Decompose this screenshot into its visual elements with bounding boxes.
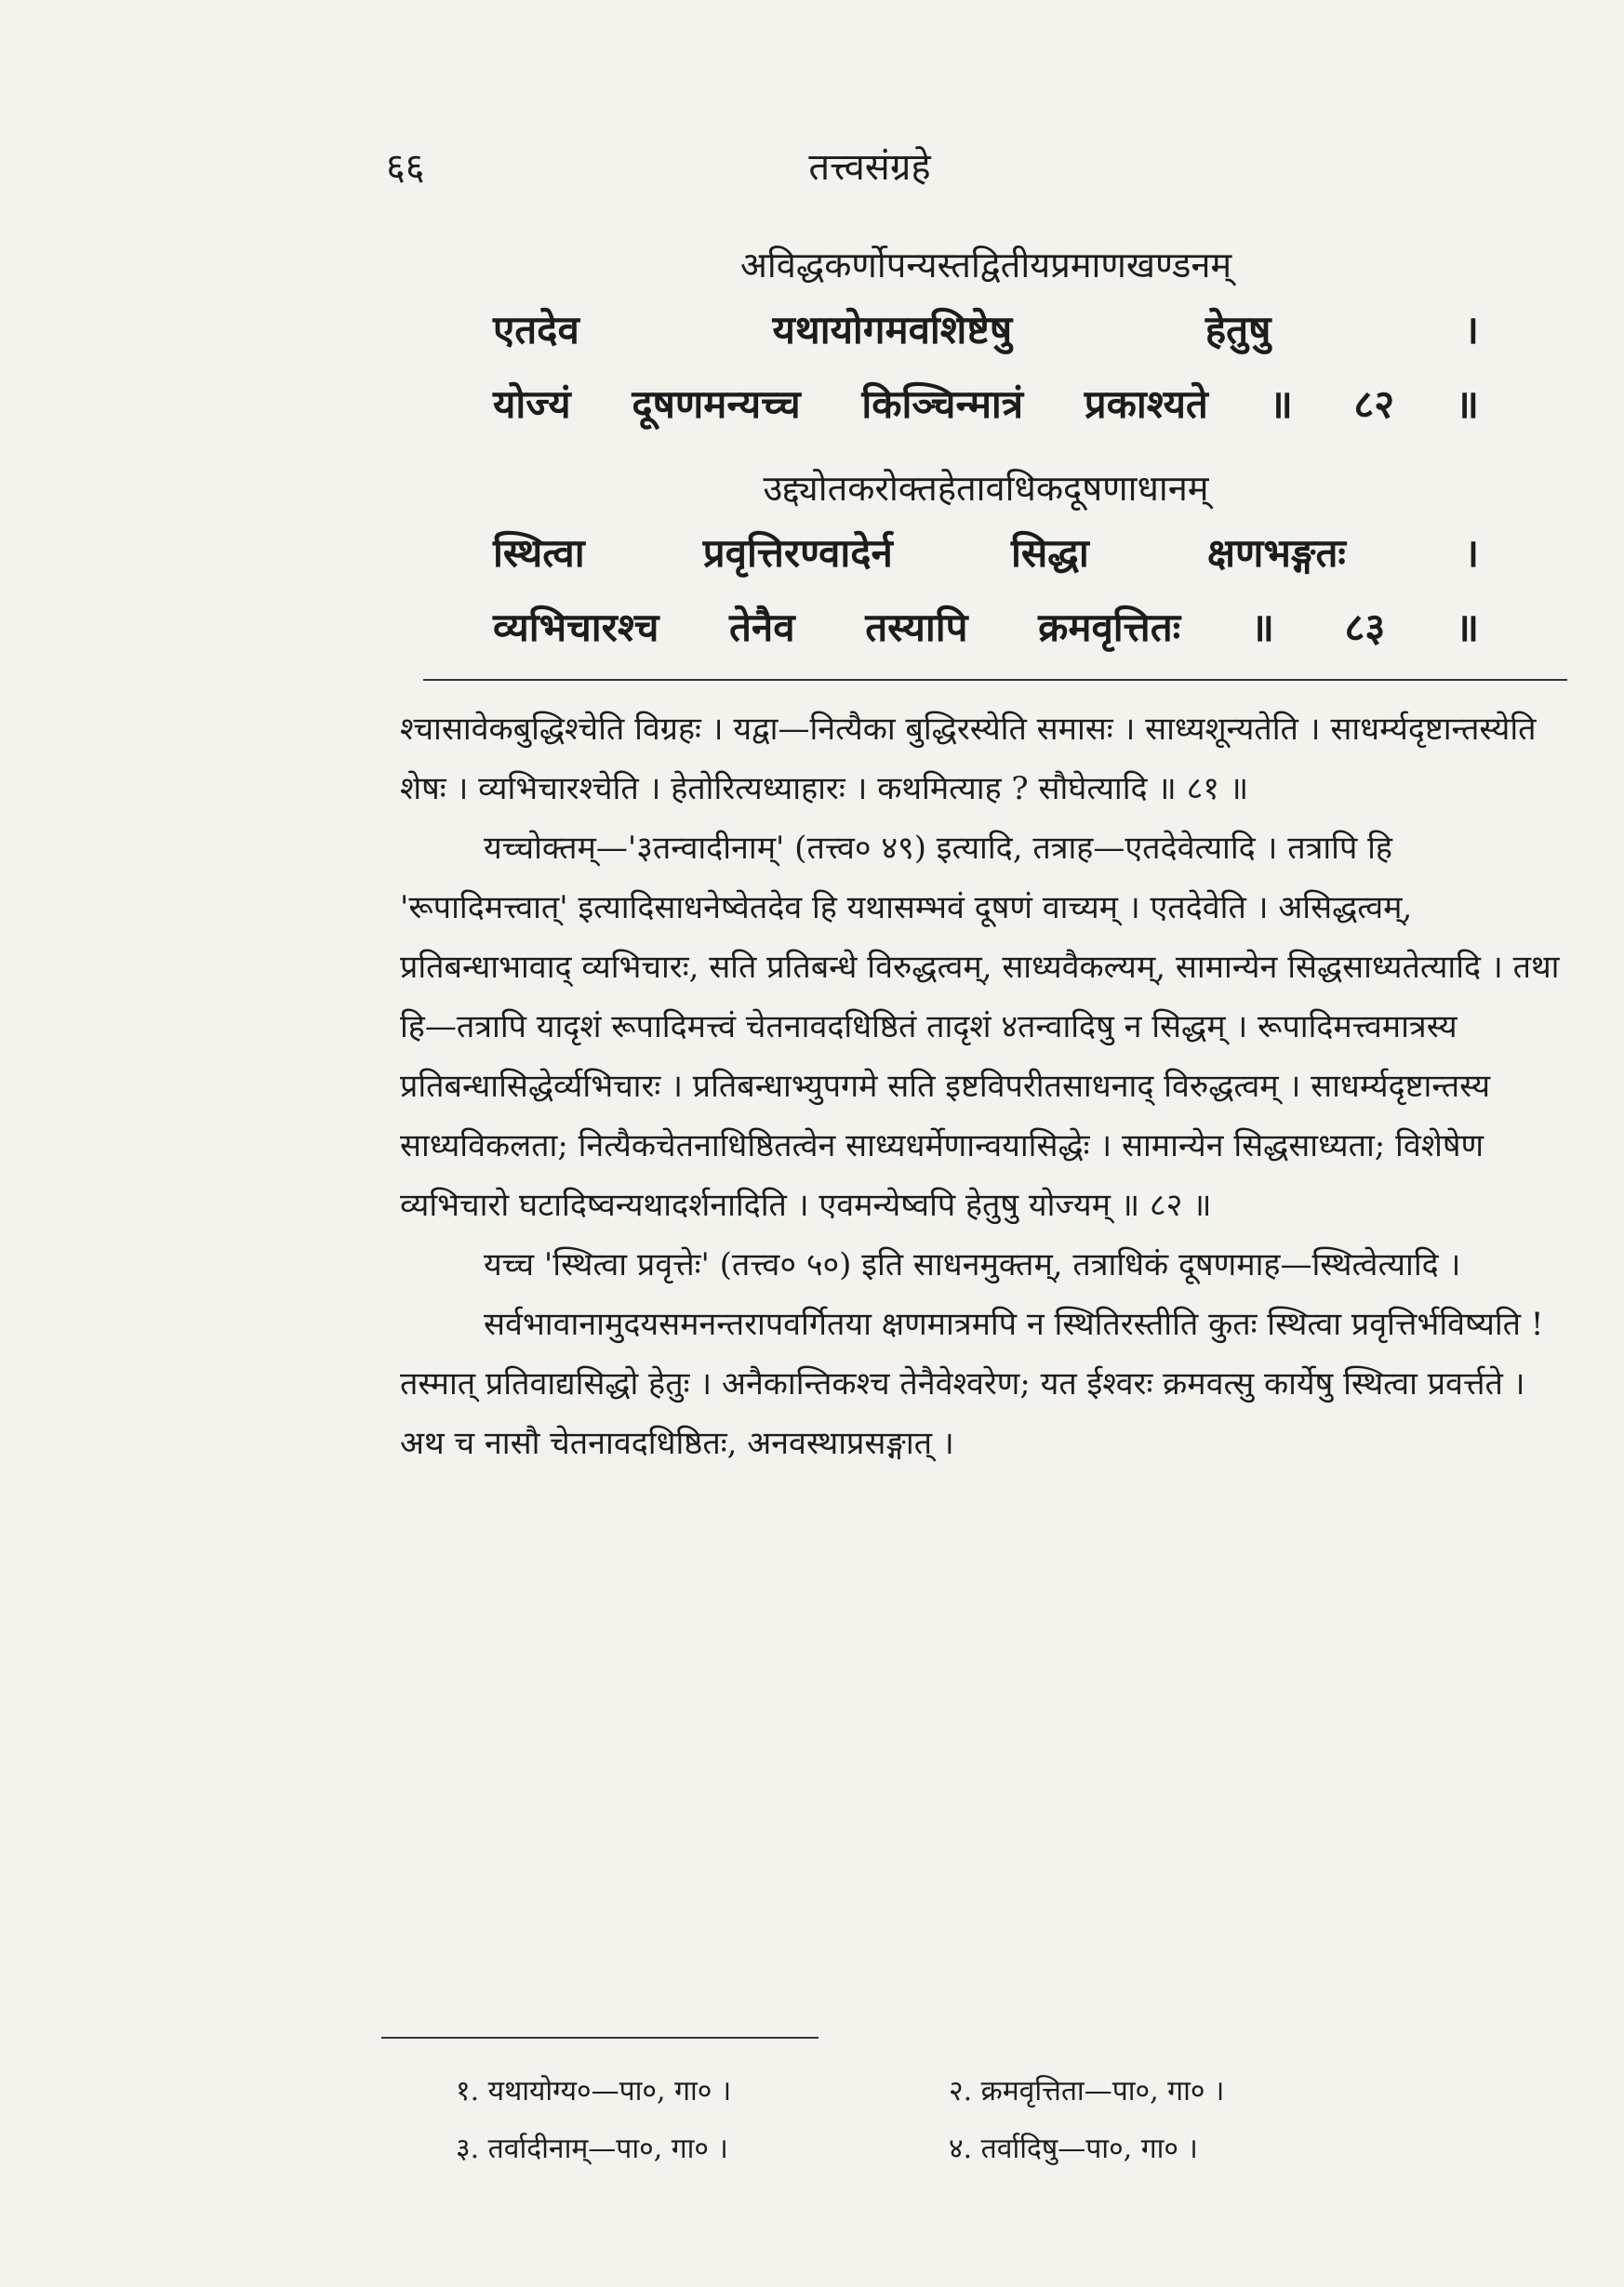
footnote: १. यथायोग्य०—पा०, गा० । <box>456 2075 732 2107</box>
verse-word: ८२ <box>1353 381 1395 427</box>
commentary-paragraph: यच्च 'स्थित्वा प्रवृत्तेः' (तत्त्व० ५०) इति साधनमुक्तम्, तत्राधिकं दूषणमाह—स्थित्वेत्यादि । <box>484 1246 1461 1283</box>
footnote: ३. तर्वादीनाम्—पा०, गा० । <box>456 2133 728 2165</box>
verse-word: दूषणमन्यच्च <box>632 381 801 427</box>
verse-word: यथायोगमवशिष्टेषु <box>772 307 1013 352</box>
footnote: ४. तर्वादिषु—पा०, गा० । <box>949 2133 1198 2165</box>
verse-line <box>493 516 1479 591</box>
verse-word: ॥ <box>1250 605 1274 650</box>
footnote: २. क्रमवृत्तिता—पा०, गा० । <box>949 2075 1225 2107</box>
commentary-paragraph: सर्वभावानामुदयसमनन्तरापवर्गितया क्षणमात्रमपि न स्थितिरस्तीति कुतः स्थित्वा प्रवृत्तिर्भविष्यति ! तस्मात् प्रतिवाद्यसिद्धो हेतुः । अनैकान्तिकश्च तेनैवेश्वरेण; यत ईश्वरः क्रमवत्सु कार्येषु स्थित्वा प्रवर्त्तते । अथ च नासौ चेतनावदधिष्ठितः, अनवस्थाप्रसङ्गात् । <box>400 1306 1544 1462</box>
verse-word: स्थित्वा <box>493 530 585 576</box>
footnote-divider <box>381 2037 819 2039</box>
verse-line <box>493 367 1479 442</box>
verse-word: । <box>1464 530 1479 576</box>
verse-word: तेनैव <box>728 605 795 650</box>
verse-word: हेतुषु <box>1205 307 1271 352</box>
verse-word: तस्यापि <box>865 605 968 650</box>
verse-word: क्षणभङ्गतः <box>1206 530 1346 576</box>
verse-block-1 <box>493 237 1479 442</box>
verse-word: प्रवृत्तिरण्वादेर्न <box>702 530 893 576</box>
section-title: अविद्धकर्णोपन्यस्तद्वितीयप्रमाणखण्डनम् <box>739 245 1232 286</box>
verse-line <box>493 591 1479 665</box>
verse-word: क्रमवृत्तितः <box>1038 605 1181 650</box>
running-head <box>386 140 1577 195</box>
verse-word: ॥ <box>1455 381 1479 427</box>
page-number: ६६ <box>386 146 425 189</box>
section-title: उद्द्योतकरोक्तहेतावधिकदूषणाधानम् <box>763 468 1209 509</box>
verse-word: प्रकाश्यते <box>1084 381 1208 427</box>
verse-word: ॥ <box>1269 381 1293 427</box>
footnote-row <box>456 2063 1442 2121</box>
verse-word: एतदेव <box>493 307 579 352</box>
book-title: तत्त्वसंग्रहे <box>808 146 931 189</box>
verse-line <box>493 293 1479 367</box>
verse-word: सिद्धा <box>1011 530 1089 576</box>
verse-word: । <box>1464 307 1479 352</box>
commentary-paragraph: श्चासावेकबुद्धिश्चेति विग्रहः । यद्वा—नित्यैका बुद्धिरस्येति समासः । साध्यशून्यतेति । साधर्म्यदृष्टान्तस्येति शेषः । व्यभिचारश्चेति । हेतोरित्यध्याहारः । कथमित्याह ? सौघेत्यादि ॥ ८१ ॥ <box>400 711 1537 807</box>
footnote-row <box>456 2121 1442 2178</box>
verse-word: ८३ <box>1344 605 1386 650</box>
commentary <box>400 699 1563 1473</box>
verse-word: ॥ <box>1455 605 1479 650</box>
verse-commentary-divider <box>423 679 1567 681</box>
verse-word: व्यभिचारश्च <box>493 605 659 650</box>
footnotes <box>456 2063 1442 2178</box>
verse-block-2 <box>493 460 1479 665</box>
verse-word: योज्यं <box>493 381 571 427</box>
commentary-paragraph: यच्चोक्तम्—'३तन्वादीनाम्' (तत्त्व० ४९) इत्यादि, तत्राह—एतदेवेत्यादि । तत्रापि हि 'रूपादिमत्त्वात्' इत्यादिसाधनेष्वेतदेव हि यथासम्भवं दूषणं वाच्यम् । एतदेवेति । असिद्धत्वम्, प्रतिबन्धाभावाद् व्यभिचारः, सति प्रतिबन्धे विरुद्धत्वम्, साध्यवैकल्यम्, सामान्येन सिद्धसाध्यतेत्यादि । तथा हि—तत्रापि यादृशं रूपादिमत्त्वं चेतनावदधिष्ठितं तादृशं ४तन्वादिषु न सिद्धम् । रूपादिमत्त्वमात्रस्य प्रतिबन्धासिद्धेर्व्यभिचारः । प्रतिबन्धाभ्युपगमे सति इष्टविपरीतसाधनाद् विरुद्धत्वम् । साधर्म्यदृष्टान्तस्य साध्यविकलता; नित्यैकचेतनाधिष्ठितत्वेन साध्यधर्मेणान्वयासिद्धेः । सामान्येन सिद्धसाध्यता; विशेषेण व्यभिचारो घटादिष्वन्यथादर्शनादिति । एवमन्येष्वपि हेतुषु योज्यम् ॥ ८२ ॥ <box>400 830 1560 1224</box>
verse-word: किञ्चिन्मात्रं <box>861 381 1023 427</box>
